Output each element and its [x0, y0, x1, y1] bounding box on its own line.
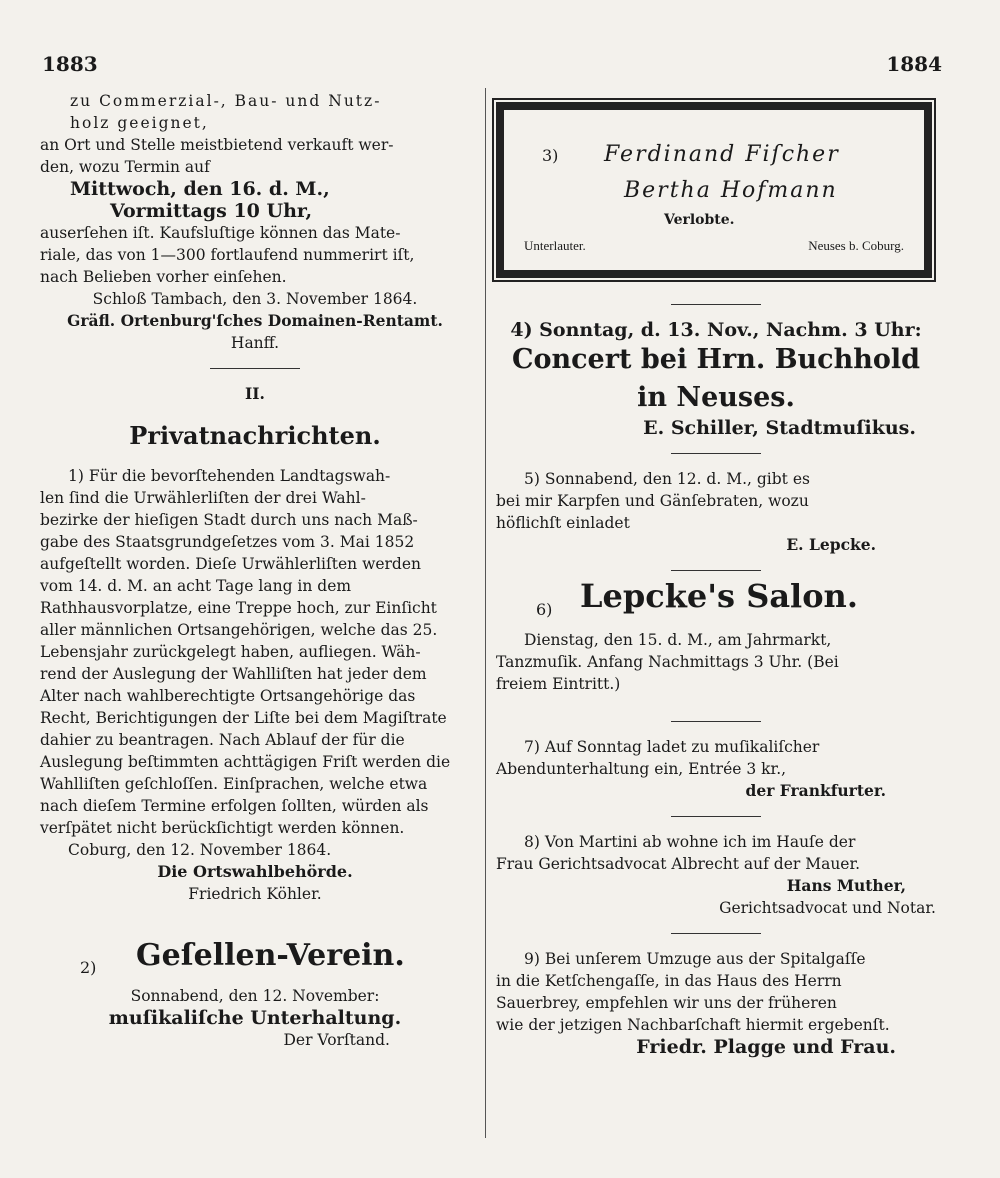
tambach-office: Gräfl. Ortenburg'ſches Domainen-Rentamt. — [67, 311, 443, 330]
karpfen-line: 5) Sonnabend, den 12. d. M., gibt es — [524, 470, 810, 488]
separator-rule — [671, 453, 761, 454]
wahl-line: dahier zu beantragen. Nach Ablauf der für die — [40, 731, 405, 749]
engagement-number: 3) — [542, 146, 559, 165]
wahl-line: Auslegung beſtimmten achttägigen Friſt werden die — [40, 753, 451, 771]
salon-line: freiem Eintritt.) — [496, 675, 621, 693]
tambach-line: nach Belieben vorher einſehen. — [40, 268, 287, 286]
wahl-line: vom 14. d. M. an acht Tage lang in dem — [40, 577, 352, 595]
wahl-line: Rathhausvorplatze, eine Treppe hoch, zur Einſicht — [40, 599, 437, 617]
separator-rule — [671, 570, 761, 571]
salon-number: 6) — [536, 600, 553, 619]
tambach-line: auserſehen iſt. Kaufsluſtige können das Mate- — [40, 224, 401, 242]
wahl-date: Coburg, den 12. November 1864. — [68, 841, 332, 859]
karpfen-line: bei mir Karpfen und Gänſebraten, wozu — [496, 492, 809, 510]
separator-rule — [671, 933, 761, 934]
wahl-line: Lebensjahr zurückgelegt haben, aufliegen. Wäh- — [40, 643, 421, 661]
umzug-signature: Friedr. Plagge und Frau. — [636, 1036, 896, 1058]
martini-line: 8) Von Martini ab wohne ich im Hauſe der — [524, 833, 856, 851]
tambach-signature: Hanff. — [230, 334, 280, 352]
salon-line: Dienstag, den 15. d. M., am Jahrmarkt, — [524, 631, 832, 649]
gesellen-heading — [40, 938, 470, 985]
wahl-line: verſpätet nicht berückſichtigt werden können. — [40, 819, 405, 837]
concert-title: Concert bei Hrn. Buchhold in Neuses. — [511, 344, 921, 413]
column-divider — [485, 88, 486, 1138]
umzug-line: wie der jetzigen Nachbarſchaft hiermit ergebenſt. — [496, 1016, 890, 1034]
separator-rule — [210, 368, 300, 369]
salon-line: Tanzmuſik. Anfang Nachmittags 3 Uhr. (Bei — [496, 653, 839, 671]
wahl-line: nach dieſem Termine erfolgen ſollten, würden als — [40, 797, 429, 815]
wahl-line: aller männlichen Ortsangehörigen, welche das 25. — [40, 621, 438, 639]
wahl-line: Alter nach wahlberechtigte Ortsangehörige das — [40, 687, 416, 705]
page-number-left: 1883 — [42, 52, 98, 76]
concert-date: 4) Sonntag, d. 13. Nov., Nachm. 3 Uhr: — [510, 319, 922, 341]
wahl-line: 1) Für die bevorſtehenden Landtagswah- — [68, 467, 391, 485]
abend-signature: der Frankfurter. — [745, 781, 886, 800]
engagement-name-groom: Ferdinand Fiſcher — [604, 142, 840, 167]
left-column — [40, 90, 470, 1051]
gesellen-event: muſikaliſche Unterhaltung. — [108, 1007, 402, 1029]
abend-line: 7) Auf Sonntag ladet zu muſikaliſcher — [524, 738, 820, 756]
wahl-line: aufgeſtellt worden. Dieſe Urwählerliſten werden — [40, 555, 421, 573]
gesellen-date: Sonnabend, den 12. November: — [130, 987, 380, 1005]
section-number: II. — [245, 384, 265, 403]
karpfen-line: höflichſt einladet — [496, 514, 630, 532]
salon-heading — [496, 577, 936, 629]
engagement-notice-frame — [496, 102, 932, 278]
martini-line: Frau Gerichtsadvocat Albrecht auf der Mauer. — [496, 855, 861, 873]
engagement-notice — [514, 120, 914, 260]
wahl-line: len ſind die Urwählerliſten der drei Wahl- — [40, 489, 366, 507]
wahl-line: Wahlliſten geſchloſſen. Einſprachen, welche etwa — [40, 775, 428, 793]
separator-rule — [671, 721, 761, 722]
wahl-authority: Die Ortswahlbehörde. — [157, 862, 353, 881]
tambach-line: an Ort und Stelle meistbietend verkauft wer- — [40, 136, 394, 154]
separator-rule — [671, 816, 761, 817]
page-number-right: 1884 — [886, 52, 942, 76]
separator-rule — [671, 304, 761, 305]
martini-signature: Hans Muther, — [786, 876, 906, 895]
wahl-line: gabe des Staatsgrundgeſetzes vom 3. Mai 1852 — [40, 533, 415, 551]
umzug-line: 9) Bei unſerem Umzuge aus der Spitalgaſſe — [524, 950, 866, 968]
umzug-line: Sauerbrey, empfehlen wir uns der früheren — [496, 994, 837, 1012]
tambach-line: zu Commerzial-, Bau- und Nutz- — [70, 92, 382, 110]
wahl-line: bezirke der hieſigen Stadt durch uns nach Maß- — [40, 511, 418, 529]
salon-title: Lepcke's Salon. — [580, 577, 858, 615]
right-column — [496, 96, 936, 1058]
wahl-line: rend der Auslegung der Wahlliſten hat jeder dem — [40, 665, 427, 683]
wahl-signature: Friedrich Köhler. — [188, 885, 322, 903]
engagement-location-2: Neuses b. Coburg. — [808, 238, 904, 253]
section-title: Privatnachrichten. — [129, 421, 381, 450]
gesellen-title: Geſellen-Verein. — [136, 938, 405, 973]
gesellen-number: 2) — [80, 958, 97, 977]
tambach-line: den, wozu Termin auf — [40, 158, 210, 176]
gesellen-signature: Der Vorſtand. — [283, 1031, 390, 1049]
tambach-line: riale, das von 1—300 fortlaufend nummerirt iſt, — [40, 246, 415, 264]
abend-line: Abendunterhaltung ein, Entrée 3 kr., — [496, 760, 787, 778]
tambach-place-date: Schloß Tambach, den 3. November 1864. — [92, 290, 418, 308]
concert-signature: E. Schiller, Stadtmuſikus. — [643, 417, 916, 439]
karpfen-signature: E. Lepcke. — [786, 535, 876, 554]
tambach-line: holz geeignet, — [70, 114, 209, 132]
engagement-word: Verlobte. — [664, 212, 735, 228]
martini-title: Gerichtsadvocat und Notar. — [719, 899, 936, 917]
engagement-location-1: Unterlauter. — [524, 238, 586, 253]
umzug-line: in die Ketſchengaſſe, in das Haus des Herrn — [496, 972, 842, 990]
tambach-time: Vormittags 10 Uhr, — [110, 200, 313, 222]
wahl-line: Recht, Berichtigungen der Liſte bei dem Magiſtrate — [40, 709, 447, 727]
engagement-name-bride: Bertha Hofmann — [624, 178, 838, 203]
tambach-date: Mittwoch, den 16. d. M., — [70, 178, 330, 200]
